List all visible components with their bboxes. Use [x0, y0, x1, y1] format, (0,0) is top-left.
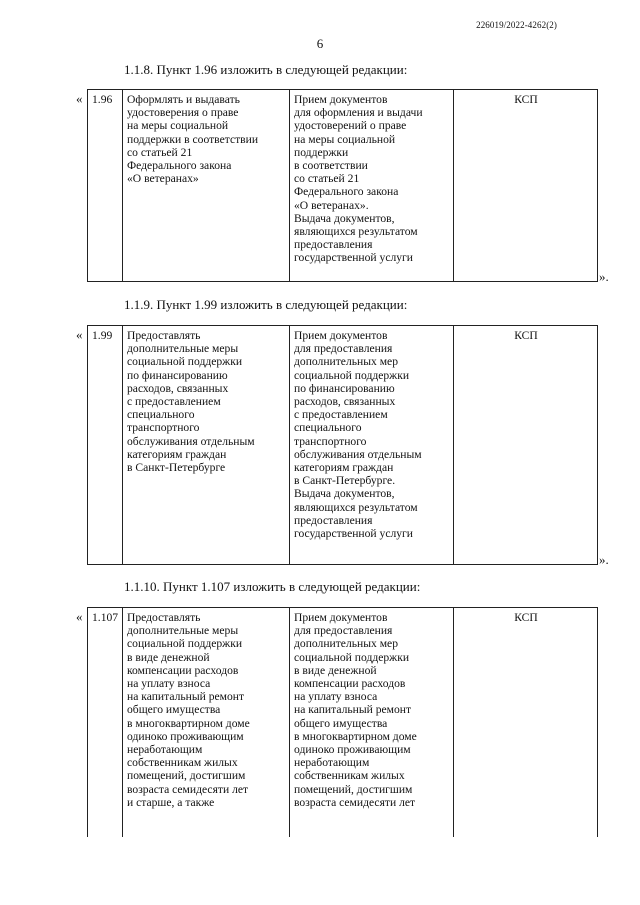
- row-number: 1.96: [88, 90, 123, 282]
- organization-code: КСП: [454, 90, 598, 282]
- open-quote: «: [76, 91, 83, 106]
- section-heading-1-1-8: 1.1.8. Пункт 1.96 изложить в следующей редакции:: [124, 62, 408, 77]
- open-quote: «: [76, 609, 83, 624]
- section-heading-1-1-9: 1.1.9. Пункт 1.99 изложить в следующей редакции:: [124, 297, 408, 312]
- action-description: Прием документов для предоставления дополнительных мер социальной поддержки в виде денежной компенсации расходов на уплату взноса на капитальный ремонт общего имущества в многоквартирном доме одиноко проживающим неработающим собственникам жилых помещений, достигшим возраста семидесяти лет: [290, 608, 454, 838]
- document-number: 226019/2022-4262(2): [476, 20, 557, 30]
- close-quote: ».: [599, 269, 609, 284]
- table-section-1-1-9: [87, 325, 598, 565]
- service-description: Оформлять и выдавать удостоверения о праве на меры социальной поддержки в соответствии со статьей 21 Федерального закона «О ветеранах»: [123, 90, 290, 282]
- row-number: 1.107: [88, 608, 123, 838]
- table-row: [88, 90, 598, 282]
- table-section-1-1-8: [87, 89, 598, 282]
- service-description: Предоставлять дополнительные меры социальной поддержки по финансированию расходов, связанных с предоставлением специального транспортного обслуживания отдельным категориям граждан в Санкт-Петербурге: [123, 326, 290, 565]
- section-heading-1-1-10: 1.1.10. Пункт 1.107 изложить в следующей редакции:: [124, 579, 421, 594]
- action-description: Прием документов для оформления и выдачи удостоверений о праве на меры социальной поддержки в соответствии со статьей 21 Федерального закона «О ветеранах». Выдача документов, являющихся результатом предоставления государственной услуги: [290, 90, 454, 282]
- close-quote: ».: [599, 552, 609, 567]
- organization-code: КСП: [454, 608, 598, 838]
- organization-code: КСП: [454, 326, 598, 565]
- service-description: Предоставлять дополнительные меры социальной поддержки в виде денежной компенсации расходов на уплату взноса на капитальный ремонт общего имущества в многоквартирном доме одиноко проживающим неработающим собственникам жилых помещений, достигшим возраста семидесяти лет и старше, а также: [123, 608, 290, 838]
- open-quote: «: [76, 327, 83, 342]
- table-row: [88, 608, 598, 838]
- table-section-1-1-10: [87, 607, 598, 837]
- row-number: 1.99: [88, 326, 123, 565]
- table-row: [88, 326, 598, 565]
- page-number: 6: [316, 36, 324, 51]
- action-description: Прием документов для предоставления дополнительных мер социальной поддержки по финансированию расходов, связанных с предоставлением специального транспортного обслуживания отдельным категориям граждан в Санкт-Петербурге. Выдача документов, являющихся результатом предоставления государственной услуги: [290, 326, 454, 565]
